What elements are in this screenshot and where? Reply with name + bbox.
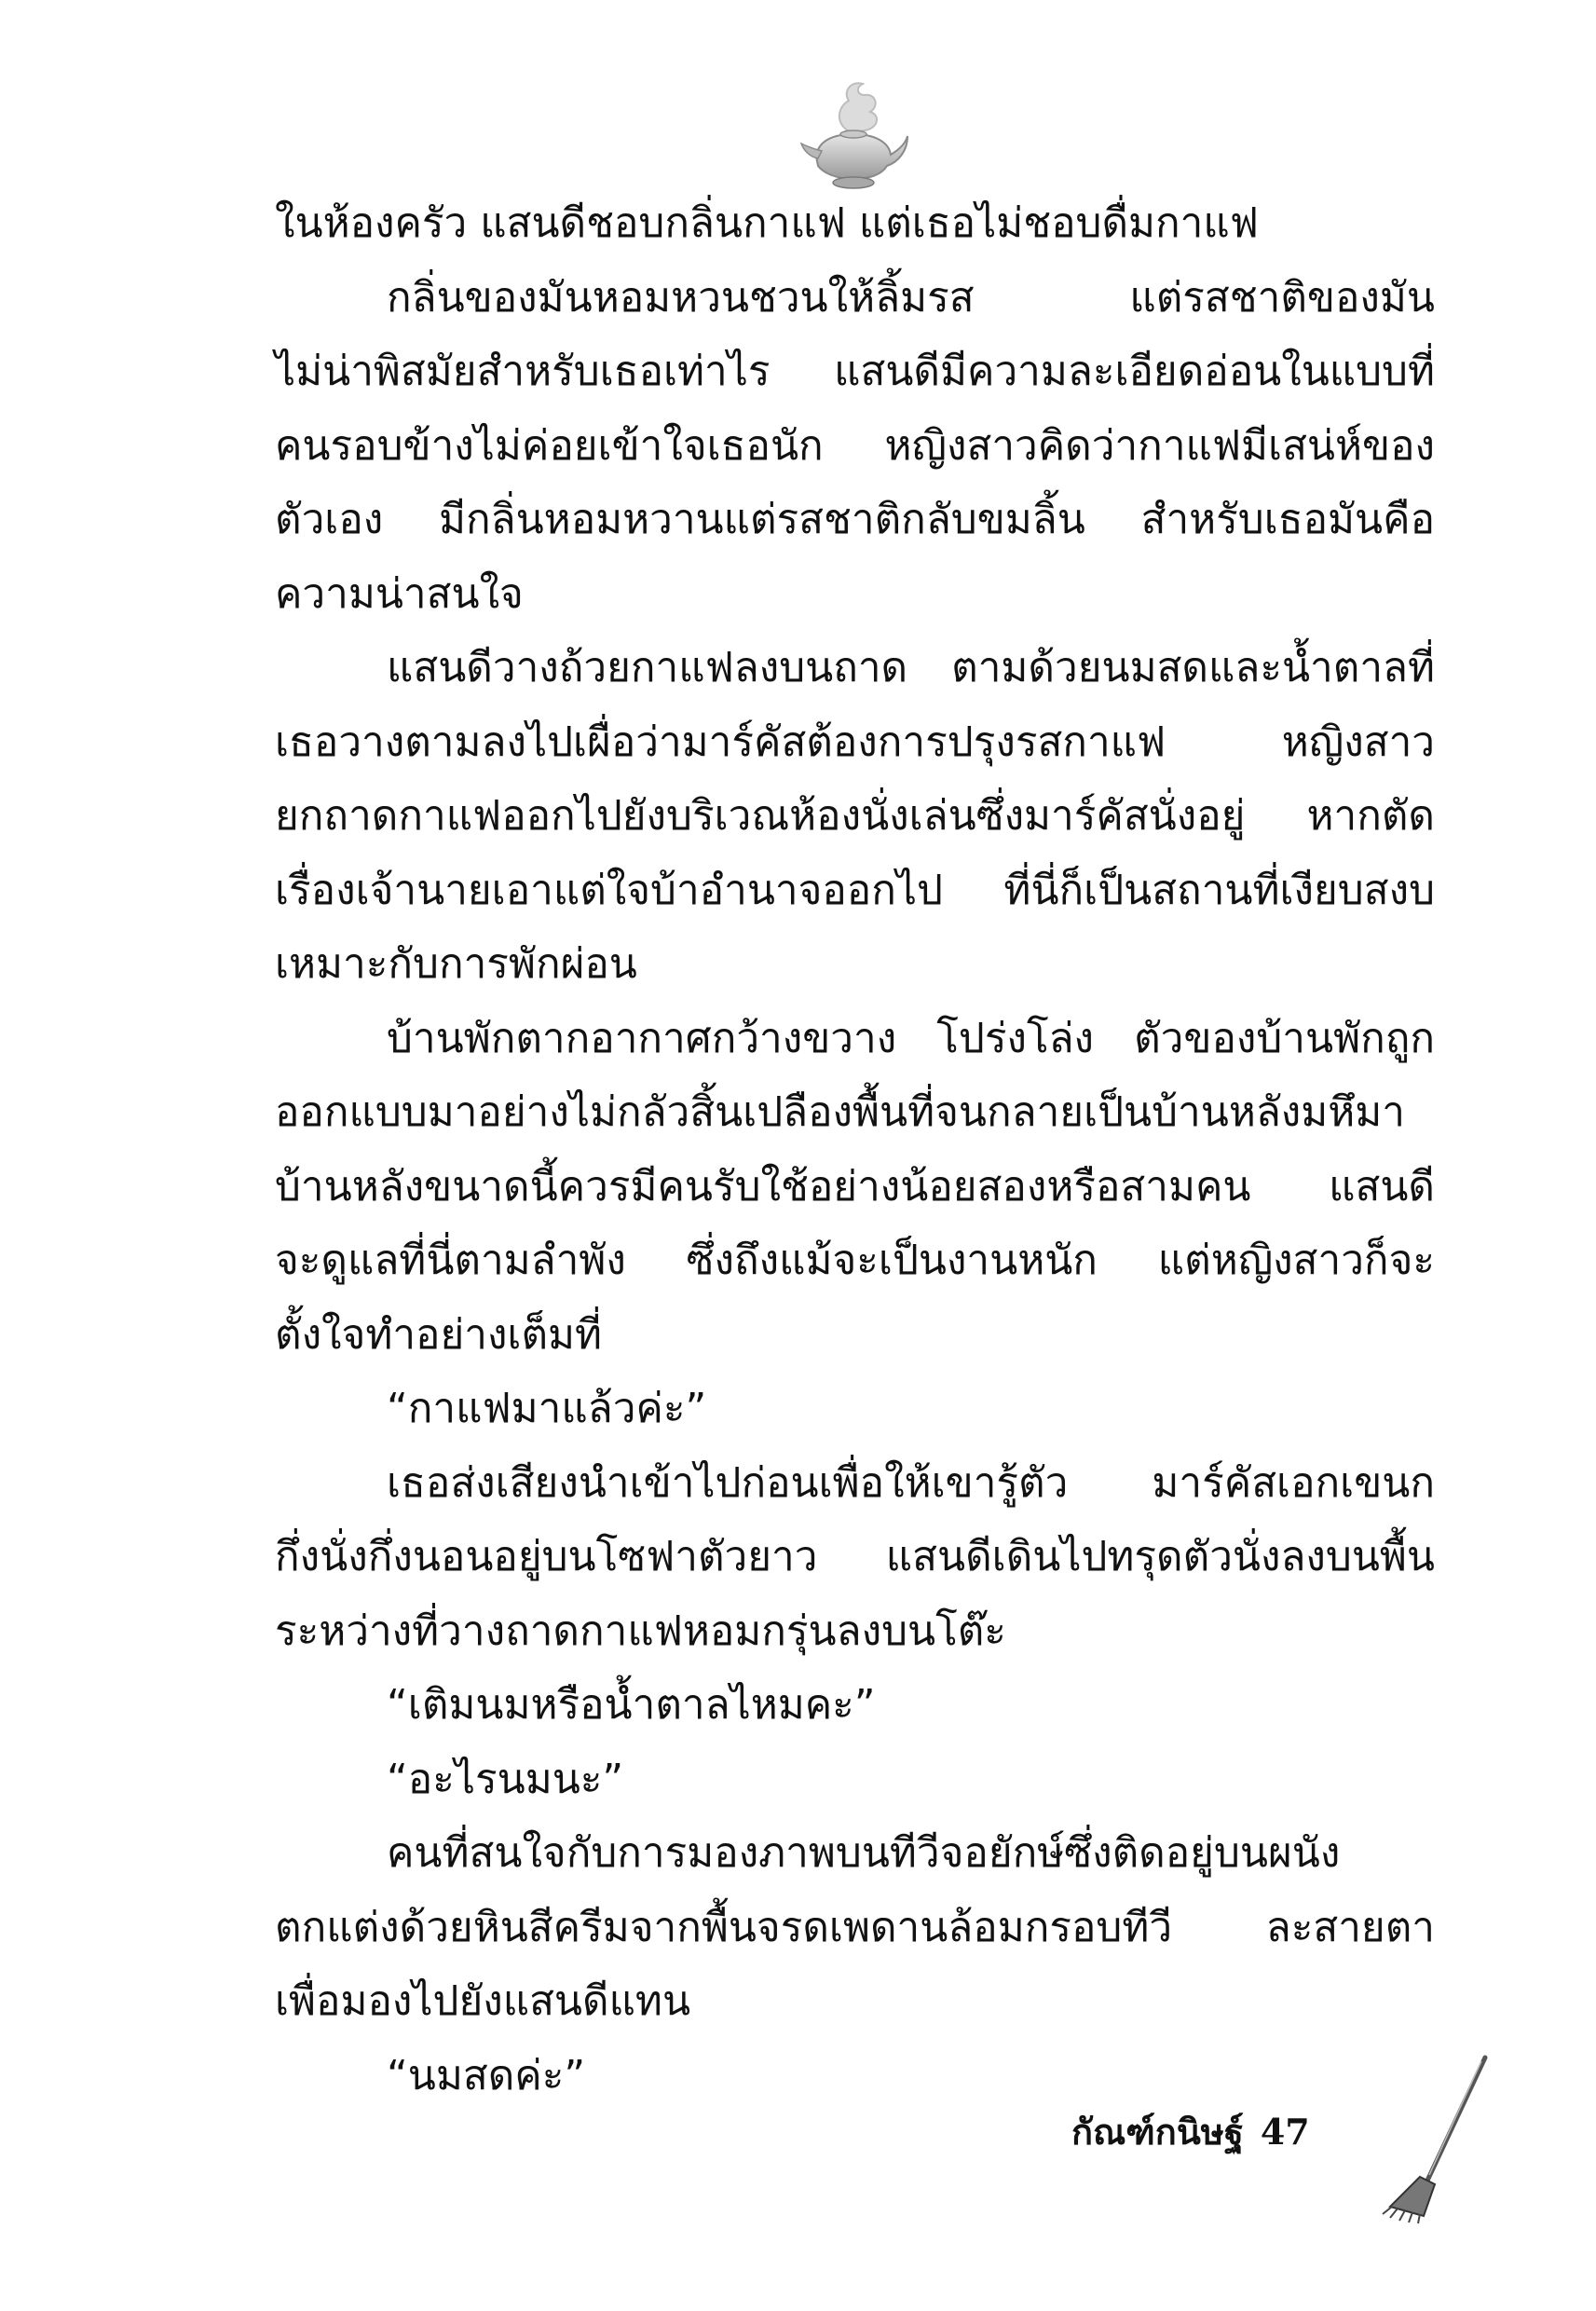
text-line: ตั้งใจทำอย่างเต็มที่ (275, 1310, 603, 1359)
text-line: เหมาะกับการพักผ่อน (275, 940, 637, 988)
text-line: บ้านพักตากอากาศกว้างขวาง โปร่งโล่ง ตัวของบ้านพักถูก (387, 1014, 1435, 1062)
text-line: “นมสดค่ะ” (387, 2051, 586, 2099)
text-line: คนรอบข้างไม่ค่อยเข้าใจเธอนัก หญิงสาวคิดว่ากาแฟมีเสน่ห์ของ (275, 421, 1435, 470)
text-line: คนที่สนใจกับการมองภาพบนทีวีจอยักษ์ซึ่งติดอยู่บนผนัง (387, 1829, 1341, 1877)
text-line: ระหว่างที่วางถาดกาแฟหอมกรุ่นลงบนโต๊ะ (275, 1607, 1006, 1655)
text-line: “เติมนมหรือน้ำตาลไหมคะ” (387, 1681, 876, 1729)
text-line: ตกแต่งด้วยหินสีครีมจากพื้นจรดเพดานล้อมกรอบทีวี ละสายตา (275, 1903, 1435, 1951)
text-line: เพื่อมองไปยังแสนดีแทน (275, 1977, 691, 2025)
text-line: เรื่องเจ้านายเอาแต่ใจบ้าอำนาจออกไป ที่นี่ก็เป็นสถานที่เงียบสงบ (275, 866, 1435, 914)
genie-lamp-icon (798, 75, 909, 196)
text-line: แสนดีวางถ้วยกาแฟลงบนถาด ตามด้วยนมสดและน้ำตาลที่ (387, 644, 1435, 691)
text-line: ออกแบบมาอย่างไม่กลัวสิ้นเปลืองพื้นที่จนกลายเป็นบ้านหลังมหึมา (275, 1088, 1406, 1136)
book-title: กัณฑ์กนิษฐ์ (1071, 2111, 1244, 2153)
text-line: ในห้องครัว แสนดีชอบกลิ่นกาแฟ แต่เธอไม่ชอบดื่มกาแฟ (275, 199, 1259, 247)
text-line: กึ่งนั่งกึ่งนอนอยู่บนโซฟาตัวยาว แสนดีเดินไปทรุดตัวนั่งลงบนพื้น (275, 1533, 1435, 1580)
text-line: จะดูแลที่นี่ตามลำพัง ซึ่งถึงแม้จะเป็นงานหนัก แต่หญิงสาวก็จะ (275, 1237, 1435, 1284)
broom-icon (1370, 2050, 1500, 2227)
body-text (275, 186, 1435, 2113)
text-line: ตัวเอง มีกลิ่นหอมหวานแต่รสชาติกลับขมลิ้น สำหรับเธอมันคือ (275, 496, 1435, 543)
text-line: “อะไรนมนะ” (387, 1755, 624, 1803)
text-line: เธอส่งเสียงนำเข้าไปก่อนเพื่อให้เขารู้ตัว มาร์คัสเอกเขนก (387, 1458, 1435, 1507)
text-line: ยกถาดกาแฟออกไปยังบริเวณห้องนั่งเล่นซึ่งมาร์คัสนั่งอยู่ หากตัด (275, 792, 1435, 840)
page-footer (1071, 2104, 1310, 2160)
page-number: 47 (1260, 2111, 1310, 2153)
text-line: กลิ่นของมันหอมหวนชวนให้ลิ้มรส แต่รสชาติของมัน (387, 273, 1435, 321)
text-line: เธอวางตามลงไปเผื่อว่ามาร์คัสต้องการปรุงรสกาแฟ หญิงสาว (275, 718, 1435, 766)
text-line: ความน่าสนใจ (275, 569, 524, 618)
text-line: บ้านหลังขนาดนี้ควรมีคนรับใช้อย่างน้อยสองหรือสามคน แสนดี (275, 1162, 1435, 1210)
text-line: “กาแฟมาแล้วค่ะ” (387, 1385, 707, 1432)
text-line: ไม่น่าพิสมัยสำหรับเธอเท่าไร แสนดีมีความละเอียดอ่อนในแบบที่ (275, 348, 1435, 395)
